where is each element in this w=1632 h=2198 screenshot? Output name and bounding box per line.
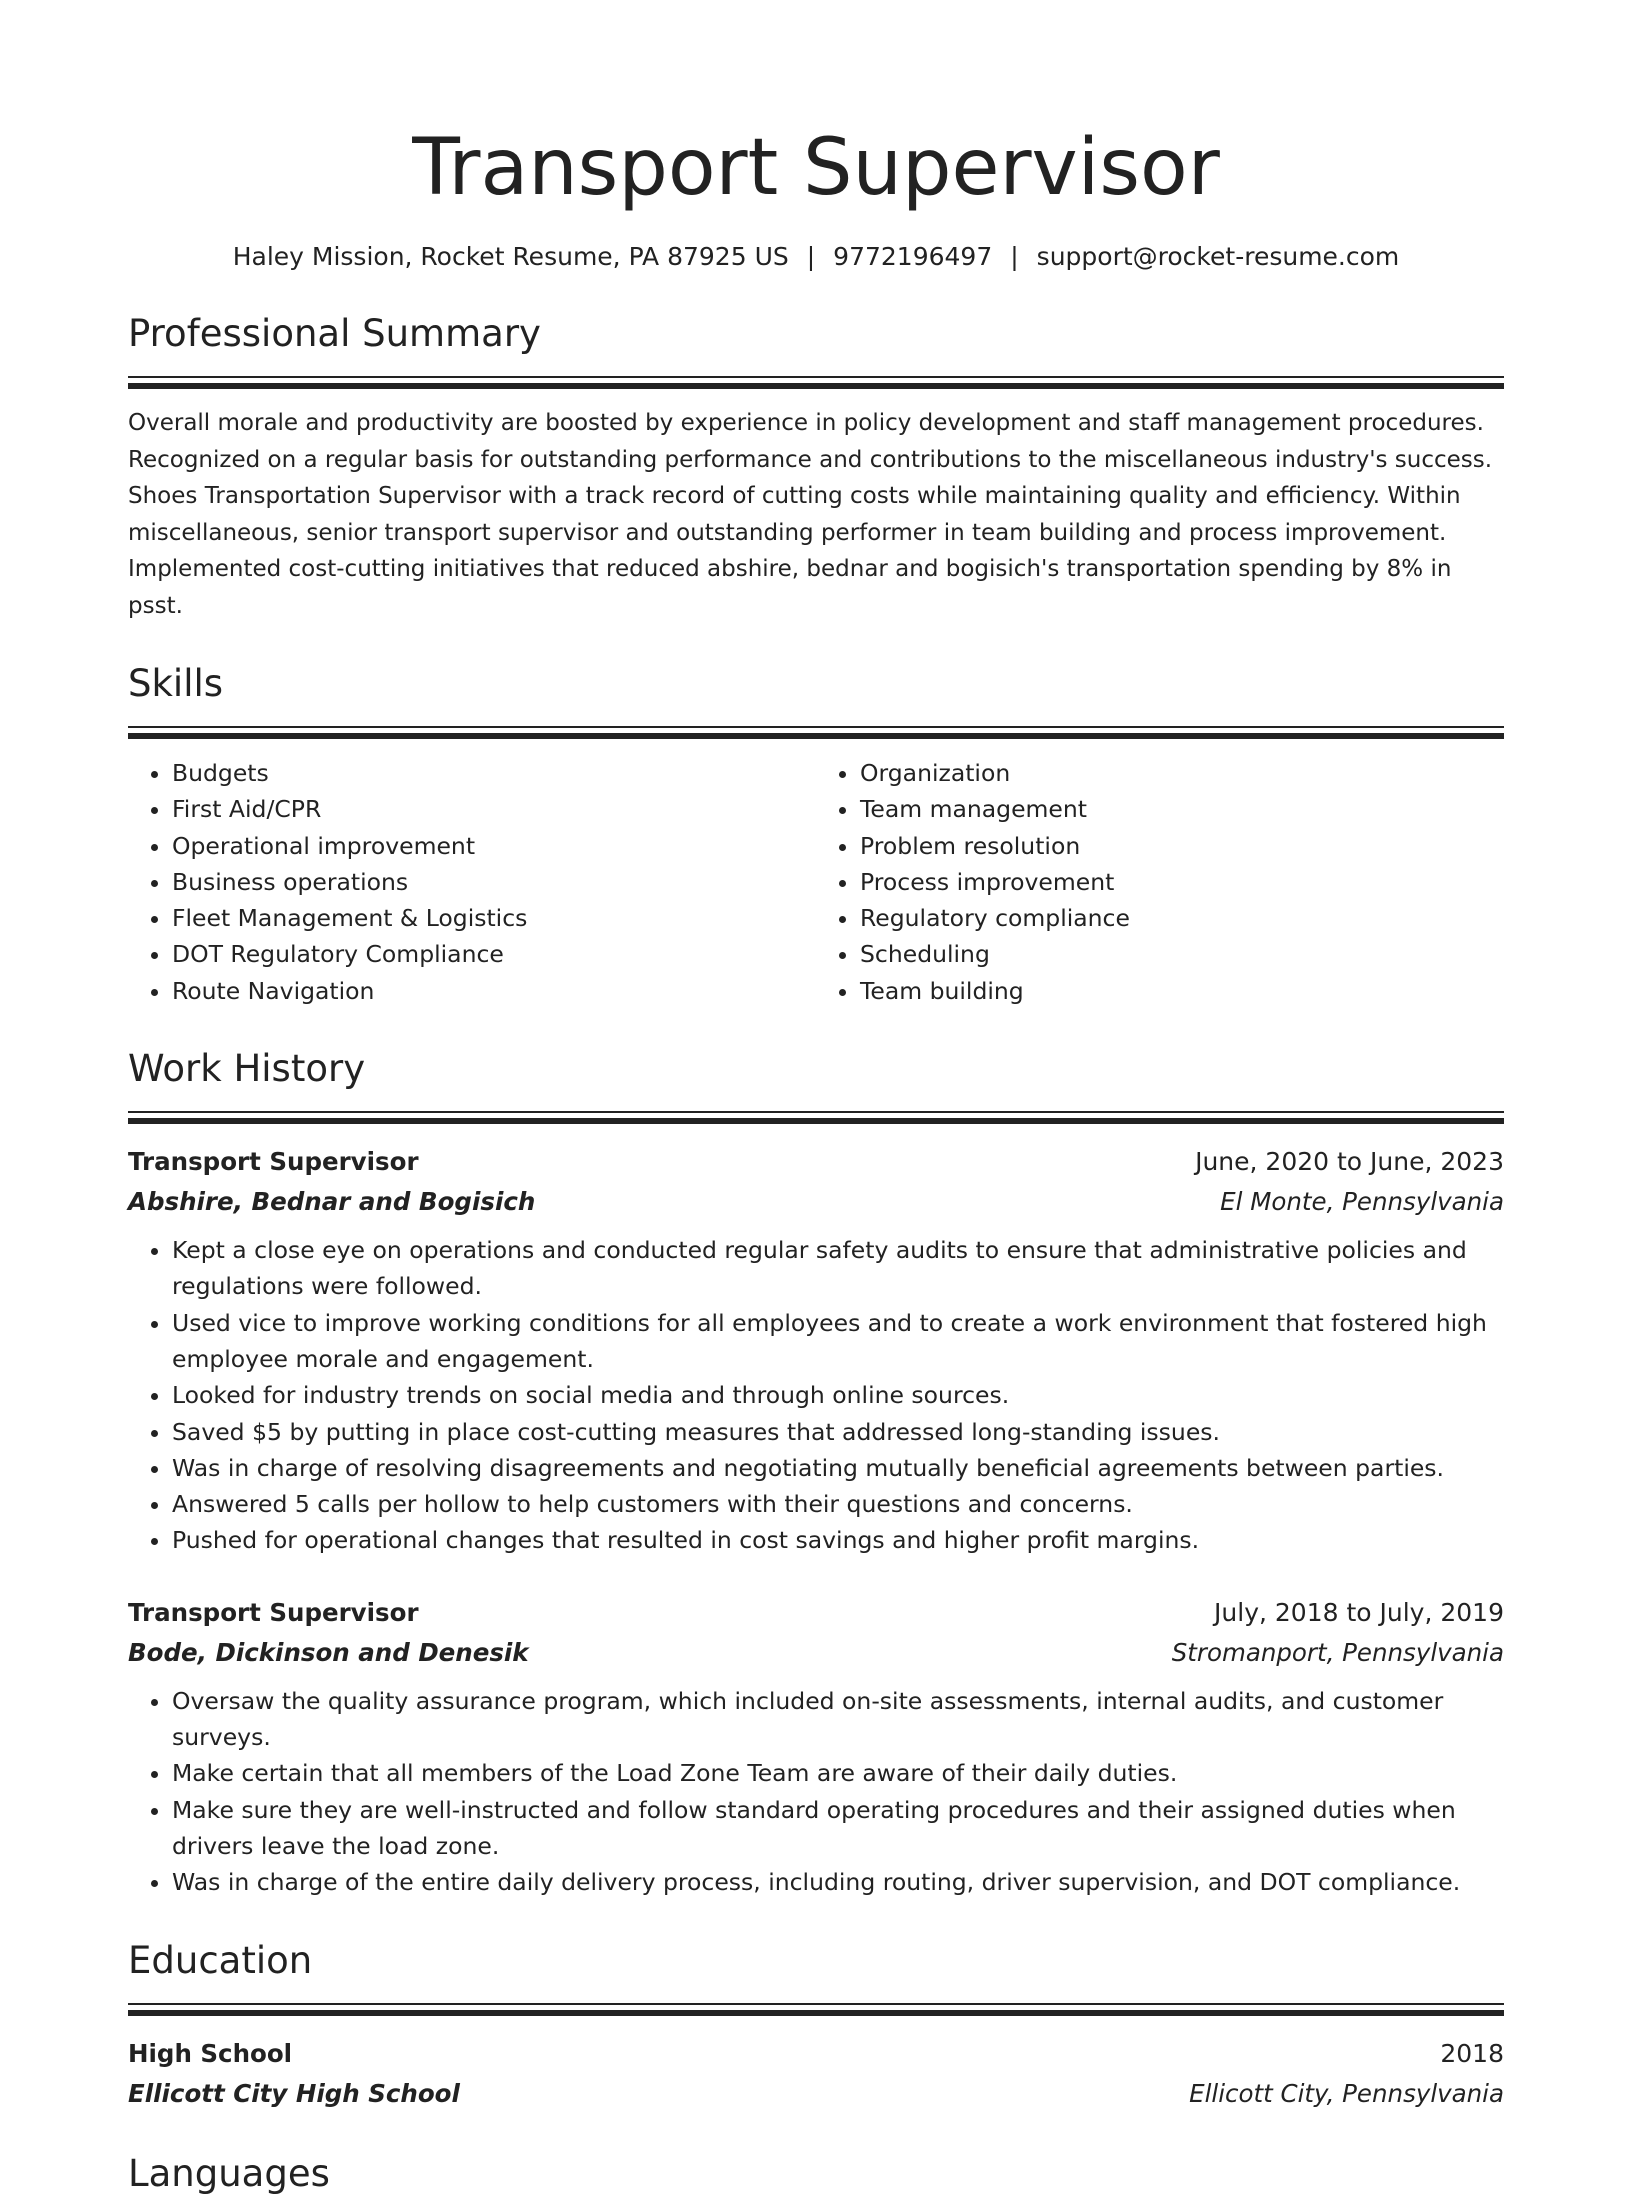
skill-item: • Fleet Management & Logistics: [172, 900, 816, 936]
skills-list-right: [816, 755, 1504, 1009]
job-title: Transport Supervisor: [128, 1597, 419, 1627]
skill-item: • DOT Regulatory Compliance: [172, 936, 816, 972]
skill-item: • Team management: [860, 791, 1504, 827]
contact-line: [128, 240, 1504, 274]
education-year: 2018: [1440, 2038, 1504, 2068]
skills-list-left: [128, 755, 816, 1009]
job-bullet: • Saved $5 by putting in place cost-cutting measures that addressed long-standing issues.: [172, 1414, 1504, 1450]
languages-heading: Languages: [128, 2151, 330, 2195]
skills-columns: [128, 755, 1504, 1009]
job-bullet: • Pushed for operational changes that resulted in cost savings and higher profit margins.: [172, 1522, 1504, 1558]
job-location: Stromanport, Pennsylvania: [1171, 1637, 1504, 1667]
work-history-heading: Work History: [128, 1047, 366, 1091]
skill-item: • Operational improvement: [172, 828, 816, 864]
job-bullet: • Answered 5 calls per hollow to help customers with their questions and concerns.: [172, 1486, 1504, 1522]
education-heading: Education: [128, 1938, 313, 1982]
education-entry: [128, 2034, 1504, 2114]
skill-item: • First Aid/CPR: [172, 791, 816, 827]
job-entry: [128, 1593, 1504, 1901]
job-dates: July, 2018 to July, 2019: [1214, 1597, 1504, 1627]
job-employer: Bode, Dickinson and Denesik: [128, 1637, 529, 1667]
skill-item: • Process improvement: [860, 864, 1504, 900]
section-divider: [128, 1111, 1504, 1124]
summary-text: Overall morale and productivity are boosted by experience in policy development and staff management procedures. Recognized on a regular basis for outstanding performance and contributions to the miscellaneous industry's success. Shoes Transportation Supervisor with a track record of cutting costs while maintaining quality and efficiency. Within miscellaneous, senior transport supervisor and outstanding performer in team building and process improvement. Implemented cost-cutting initiatives that reduced abshire, bednar and bogisich's transportation spending by 8% in psst.: [128, 410, 1493, 619]
skill-item: • Regulatory compliance: [860, 900, 1504, 936]
education-degree: High School: [128, 2038, 293, 2068]
job-bullet: • Make sure they are well-instructed and follow standard operating procedures and their assigned duties when drivers leave the load zone.: [172, 1792, 1504, 1865]
skill-item: • Scheduling: [860, 936, 1504, 972]
education-school: Ellicott City High School: [128, 2078, 460, 2108]
skill-item: • Organization: [860, 755, 1504, 791]
job-bullet: • Oversaw the quality assurance program, which included on-site assessments, internal audits, and customer surveys.: [172, 1683, 1504, 1756]
skills-heading: Skills: [128, 662, 224, 705]
job-bullet: • Used vice to improve working conditions for all employees and to create a work environment that fostered high employee morale and engagement.: [172, 1305, 1504, 1378]
education-section: [128, 1937, 1504, 2114]
languages-section: [128, 2150, 1504, 2198]
resume-title: Transport Supervisor: [412, 123, 1220, 213]
job-bullets: [128, 1232, 1504, 1559]
summary-heading: Professional Summary: [128, 312, 541, 355]
contact-separator: |: [1010, 242, 1019, 271]
skill-item: • Team building: [860, 973, 1504, 1009]
skills-section: [128, 660, 1504, 1009]
skill-item: • Route Navigation: [172, 973, 816, 1009]
contact-address: Haley Mission, Rocket Resume, PA 87925 US: [232, 242, 789, 271]
job-bullet: • Kept a close eye on operations and conducted regular safety audits to ensure that administrative policies and regulations were followed.: [172, 1232, 1504, 1305]
work-history-section: [128, 1045, 1504, 1900]
job-employer: Abshire, Bednar and Bogisich: [128, 1187, 536, 1217]
job-bullet: • Was in charge of resolving disagreements and negotiating mutually beneficial agreements between parties.: [172, 1450, 1504, 1486]
contact-phone: 9772196497: [833, 242, 993, 271]
job-bullet: • Make certain that all members of the Load Zone Team are aware of their daily duties.: [172, 1755, 1504, 1791]
job-title: Transport Supervisor: [128, 1147, 419, 1177]
job-location: El Monte, Pennsylvania: [1220, 1187, 1504, 1217]
job-bullet: • Looked for industry trends on social media and through online sources.: [172, 1377, 1504, 1413]
contact-separator: |: [806, 242, 816, 271]
summary-section: [128, 310, 1504, 624]
skill-item: • Business operations: [172, 864, 816, 900]
section-divider: [128, 376, 1504, 389]
education-location: Ellicott City, Pennsylvania: [1189, 2078, 1504, 2108]
job-bullet: • Was in charge of the entire daily delivery process, including routing, driver supervision, and DOT compliance.: [172, 1864, 1504, 1900]
job-entry: [128, 1142, 1504, 1559]
contact-email: support@rocket-resume.com: [1036, 242, 1400, 271]
skill-item: • Problem resolution: [860, 828, 1504, 864]
job-bullets: [128, 1683, 1504, 1901]
skill-item: • Budgets: [172, 755, 816, 791]
section-divider: [128, 2003, 1504, 2016]
job-dates: June, 2020 to June, 2023: [1195, 1147, 1504, 1177]
section-divider: [128, 726, 1504, 739]
